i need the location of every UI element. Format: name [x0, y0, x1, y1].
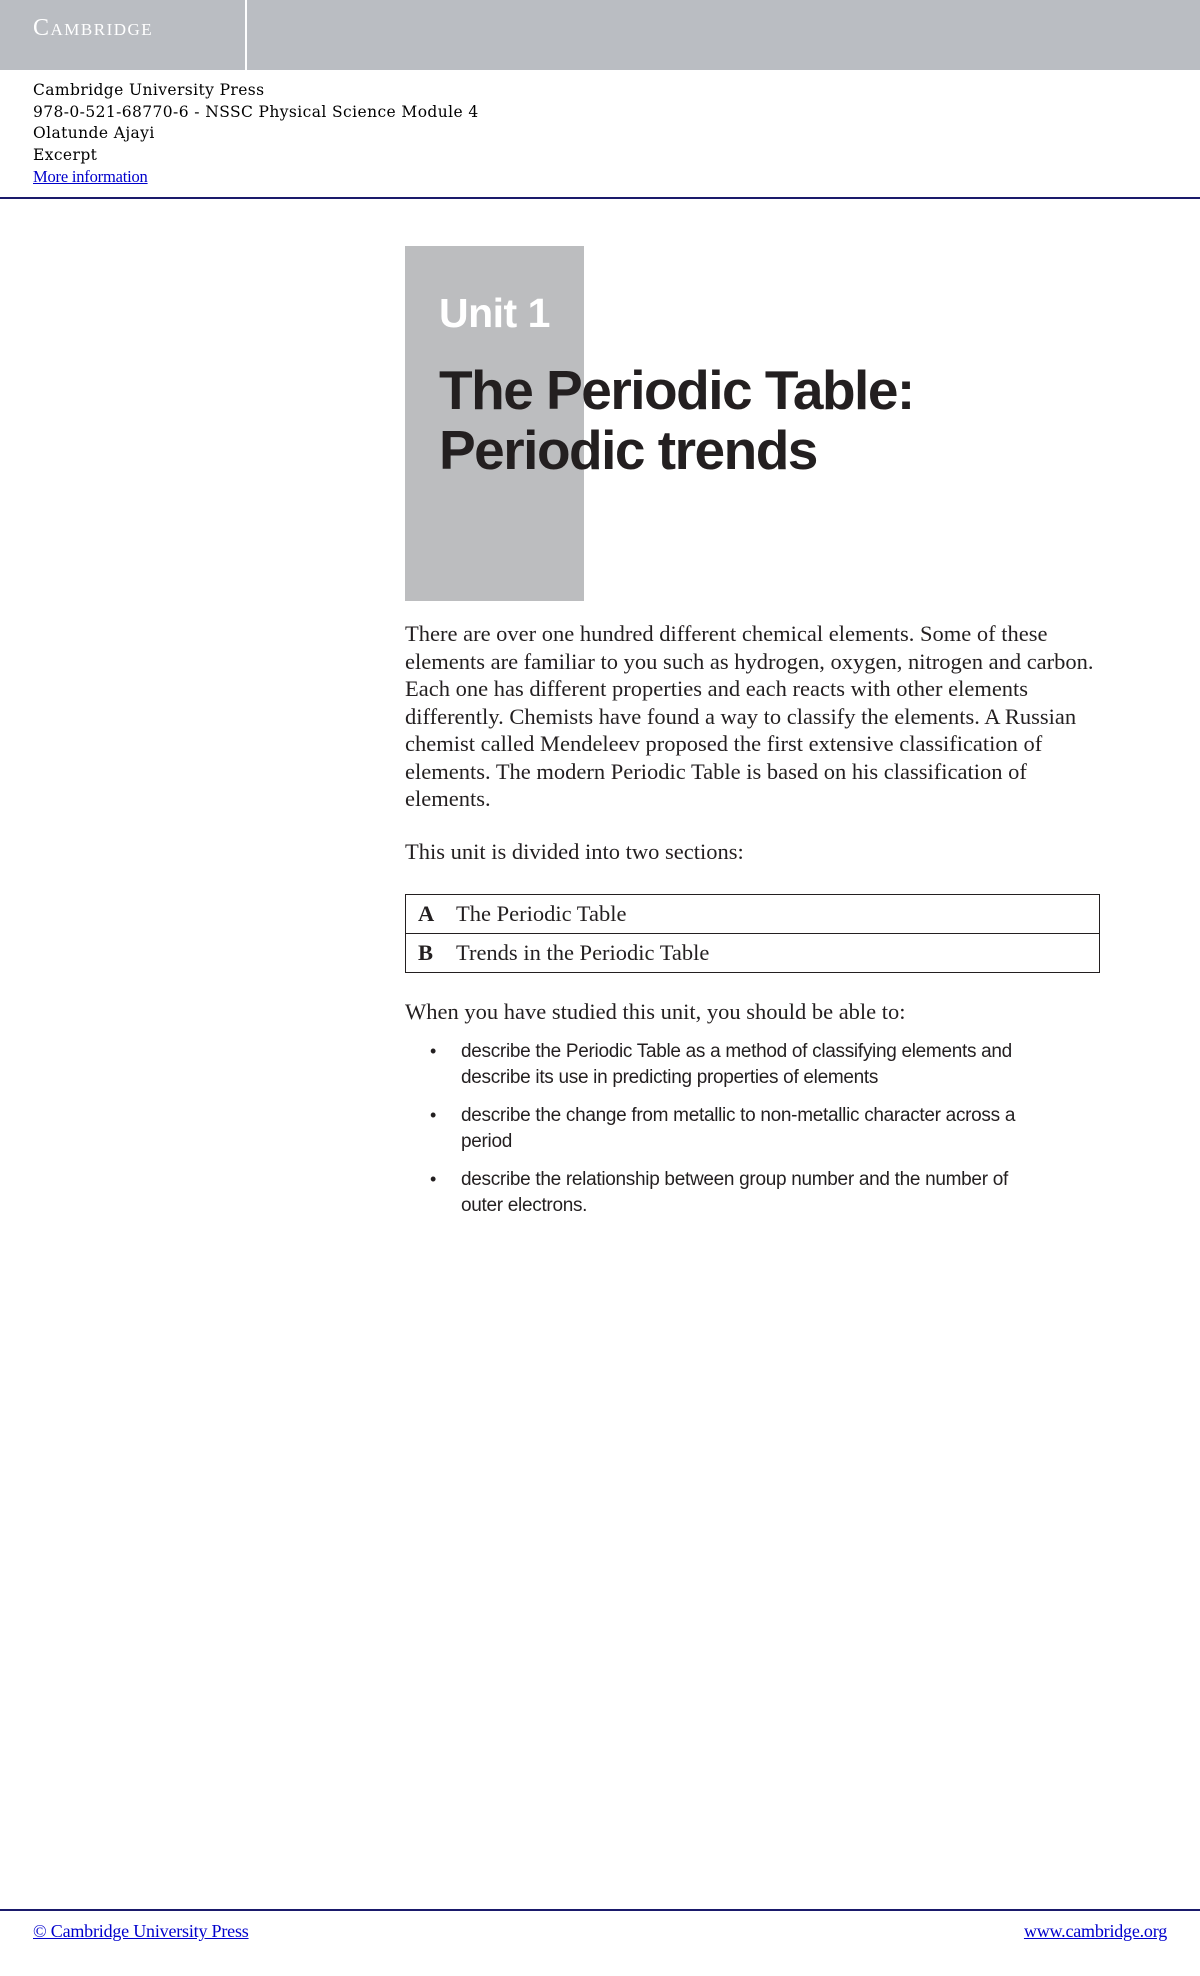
- unit-title: [439, 360, 914, 480]
- section-letter: B: [418, 940, 434, 965]
- learning-outcomes-list: [430, 1039, 1050, 1231]
- unit-title-line-2: Periodic trends: [439, 419, 817, 481]
- unit-number: Unit 1: [439, 290, 550, 336]
- list-item: [430, 1039, 1050, 1090]
- outcomes-intro: When you have studied this unit, you should be able to:: [405, 999, 906, 1024]
- outcome-text: describe the change from metallic to non-metallic character across a period: [461, 1105, 1016, 1152]
- copyright-link[interactable]: © Cambridge University Press: [33, 1921, 249, 1941]
- unit-title-line-1: The Periodic Table:: [439, 359, 914, 421]
- more-information-link[interactable]: More information: [33, 167, 148, 186]
- sections-intro: This unit is divided into two sections:: [405, 839, 744, 864]
- section-row: [406, 895, 1100, 934]
- bullet-icon: •: [430, 1041, 437, 1061]
- section-title: Trends in the Periodic Table: [456, 940, 710, 965]
- section-title: The Periodic Table: [456, 901, 627, 926]
- excerpt-line: Excerpt: [33, 145, 98, 164]
- isbn-title-line: 978-0-521-68770-6 - NSSC Physical Science Module 4: [33, 102, 479, 121]
- intro-paragraph: There are over one hundred different chemical elements. Some of these elements are familiar to you such as hydrogen, oxygen, nitrogen and carbon. Each one has different properties and each reacts with other elements differently. Chemists have found a way to classify the elements. A Russian chemist called Mendeleev proposed the first extensive classification of elements. The modern Periodic Table is based on his classification of elements.: [405, 621, 1094, 811]
- bullet-icon: •: [430, 1105, 437, 1125]
- header-banner: [0, 0, 1200, 70]
- section-letter: A: [418, 901, 435, 926]
- outcome-text: describe the Periodic Table as a method of classifying elements and describe its use in predicting properties of elements: [461, 1041, 1012, 1088]
- author-line: Olatunde Ajayi: [33, 124, 155, 142]
- sections-table: [405, 894, 1100, 973]
- header-rule: [0, 197, 1200, 199]
- section-row: [406, 934, 1100, 973]
- list-item: [430, 1103, 1050, 1154]
- list-item: [430, 1167, 1050, 1218]
- footer-rule: [0, 1909, 1200, 1911]
- bullet-icon: •: [430, 1169, 437, 1189]
- cambridge-logo: Cambridge: [33, 15, 154, 41]
- publisher-line: Cambridge University Press: [33, 81, 265, 99]
- book-metadata: [33, 80, 479, 189]
- banner-divider: [245, 0, 247, 70]
- outcome-text: describe the relationship between group number and the number of outer electrons.: [461, 1169, 1008, 1216]
- website-link[interactable]: www.cambridge.org: [1023, 1921, 1167, 1941]
